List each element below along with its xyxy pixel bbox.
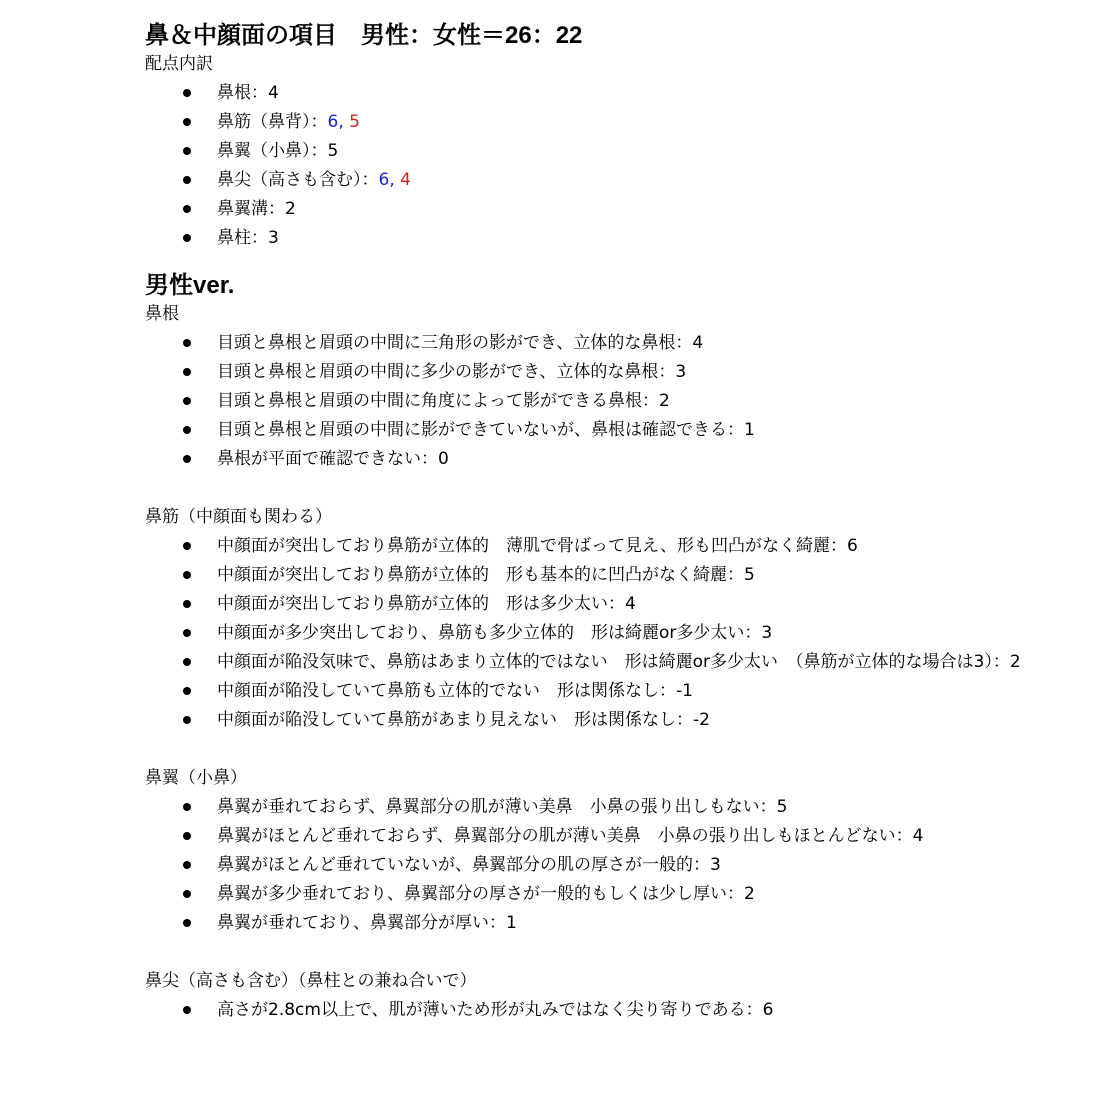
bullet-icon xyxy=(183,339,191,347)
list-item xyxy=(145,329,1065,358)
bullet-icon xyxy=(183,658,191,666)
list-item xyxy=(145,79,1065,108)
item-text: 中顔面が多少突出しており、鼻筋も多少立体的 形は綺麗or多少太い：3 xyxy=(217,623,773,643)
item-text: 鼻翼がほとんど垂れていないが、鼻翼部分の肌の厚さが一般的：3 xyxy=(217,855,721,875)
list-item xyxy=(145,909,1065,938)
item-text: 鼻柱：3 xyxy=(217,228,279,248)
bullet-icon xyxy=(183,397,191,405)
bullet-icon xyxy=(183,455,191,463)
score-separator: , xyxy=(338,112,350,132)
item-text: 目頭と鼻根と眉頭の中間に角度によって影ができる鼻根：2 xyxy=(217,391,670,411)
list-item xyxy=(145,822,1065,851)
item-text: 鼻翼が垂れておらず、鼻翼部分の肌が薄い美鼻 小鼻の張り出しもない：5 xyxy=(217,797,788,817)
male-version-heading: 男性ver. xyxy=(145,272,235,299)
bisuji-list xyxy=(145,532,1065,735)
bullet-icon xyxy=(183,919,191,927)
bullet-icon xyxy=(183,205,191,213)
bullet-icon xyxy=(183,716,191,724)
paragraph-gap xyxy=(145,474,1065,503)
section-title-bisen: 鼻尖（高さも含む）（鼻柱との兼ね合いで） xyxy=(145,971,477,991)
list-item xyxy=(145,195,1065,224)
list-item xyxy=(145,677,1065,706)
biyoku-list xyxy=(145,793,1065,938)
bullet-icon xyxy=(183,600,191,608)
list-item xyxy=(145,358,1065,387)
item-text: 鼻筋（鼻背）： xyxy=(217,112,328,132)
bullet-icon xyxy=(183,89,191,97)
list-item xyxy=(145,561,1065,590)
female-score: 5 xyxy=(349,112,360,132)
section-title-biyoku: 鼻翼（小鼻） xyxy=(145,768,247,788)
paragraph-gap xyxy=(145,735,1065,764)
male-score: 6 xyxy=(327,112,339,132)
bullet-icon xyxy=(183,832,191,840)
item-text: 中顔面が陥没していて鼻筋があまり見えない 形は関係なし：-2 xyxy=(217,710,710,730)
list-item xyxy=(145,880,1065,909)
bullet-icon xyxy=(183,368,191,376)
list-item xyxy=(145,224,1065,253)
list-item xyxy=(145,532,1065,561)
list-item xyxy=(145,996,1065,1025)
list-item xyxy=(145,648,1065,677)
item-text: 鼻翼（小鼻）：5 xyxy=(217,141,339,161)
bisen-list xyxy=(145,996,1065,1025)
item-text: 鼻根：4 xyxy=(217,83,279,103)
bullet-icon xyxy=(183,687,191,695)
bullet-icon xyxy=(183,426,191,434)
item-text: 鼻尖（高さも含む）： xyxy=(217,170,379,190)
list-item xyxy=(145,793,1065,822)
bullet-icon xyxy=(183,861,191,869)
bullet-icon xyxy=(183,1006,191,1014)
bullet-icon xyxy=(183,542,191,550)
list-item xyxy=(145,108,1065,137)
item-text: 中顔面が突出しており鼻筋が立体的 薄肌で骨ばって見え、形も凹凸がなく綺麗：6 xyxy=(217,536,858,556)
item-text: 目頭と鼻根と眉頭の中間に三角形の影ができ、立体的な鼻根：4 xyxy=(217,333,704,353)
item-text: 鼻翼が多少垂れており、鼻翼部分の厚さが一般的もしくは少し厚い：2 xyxy=(217,884,755,904)
bullet-icon xyxy=(183,176,191,184)
bullet-icon xyxy=(183,571,191,579)
item-text: 目頭と鼻根と眉頭の中間に多少の影ができ、立体的な鼻根：3 xyxy=(217,362,687,382)
list-item xyxy=(145,137,1065,166)
list-item xyxy=(145,851,1065,880)
item-text: 鼻翼が垂れており、鼻翼部分が厚い：1 xyxy=(217,913,517,933)
item-text: 中顔面が陥没気味で、鼻筋はあまり立体的ではない 形は綺麗or多少太い （鼻筋が立体的な場合は3）：2 xyxy=(217,652,1021,672)
female-score: 4 xyxy=(400,170,411,190)
bullet-icon xyxy=(183,803,191,811)
item-text: 鼻根が平面で確認できない：0 xyxy=(217,449,449,469)
paragraph-gap xyxy=(145,938,1065,967)
list-item xyxy=(145,619,1065,648)
bullet-icon xyxy=(183,234,191,242)
list-item xyxy=(145,706,1065,735)
section-title-bisuji: 鼻筋（中顔面も関わる） xyxy=(145,507,332,527)
item-text: 中顔面が陥没していて鼻筋も立体的でない 形は関係なし：-1 xyxy=(217,681,693,701)
list-item xyxy=(145,445,1065,474)
breakdown-list xyxy=(145,79,1065,253)
male-score: 6 xyxy=(378,170,390,190)
item-text: 鼻翼溝：2 xyxy=(217,199,296,219)
breakdown-title: 配点内訳 xyxy=(145,54,213,74)
bikon-list xyxy=(145,329,1065,474)
list-item xyxy=(145,166,1065,195)
item-text: 目頭と鼻根と眉頭の中間に影ができていないが、鼻根は確認できる：1 xyxy=(217,420,755,440)
section-title-bikon: 鼻根 xyxy=(145,304,179,324)
bullet-icon xyxy=(183,629,191,637)
item-text: 中顔面が突出しており鼻筋が立体的 形も基本的に凹凸がなく綺麗：5 xyxy=(217,565,755,585)
list-item xyxy=(145,416,1065,445)
list-item xyxy=(145,590,1065,619)
item-text: 鼻翼がほとんど垂れておらず、鼻翼部分の肌が薄い美鼻 小鼻の張り出しもほとんどない：4 xyxy=(217,826,924,846)
list-item xyxy=(145,387,1065,416)
bullet-icon xyxy=(183,147,191,155)
bullet-icon xyxy=(183,890,191,898)
item-text: 中顔面が突出しており鼻筋が立体的 形は多少太い：4 xyxy=(217,594,636,614)
item-text: 高さが2.8cm以上で、肌が薄いため形が丸みではなく尖り寄りである：6 xyxy=(217,1000,774,1020)
main-heading: 鼻＆中顔面の項目 男性：女性＝26：22 xyxy=(145,22,583,49)
bullet-icon xyxy=(183,118,191,126)
document-page xyxy=(145,22,1065,1025)
score-separator: , xyxy=(389,170,401,190)
